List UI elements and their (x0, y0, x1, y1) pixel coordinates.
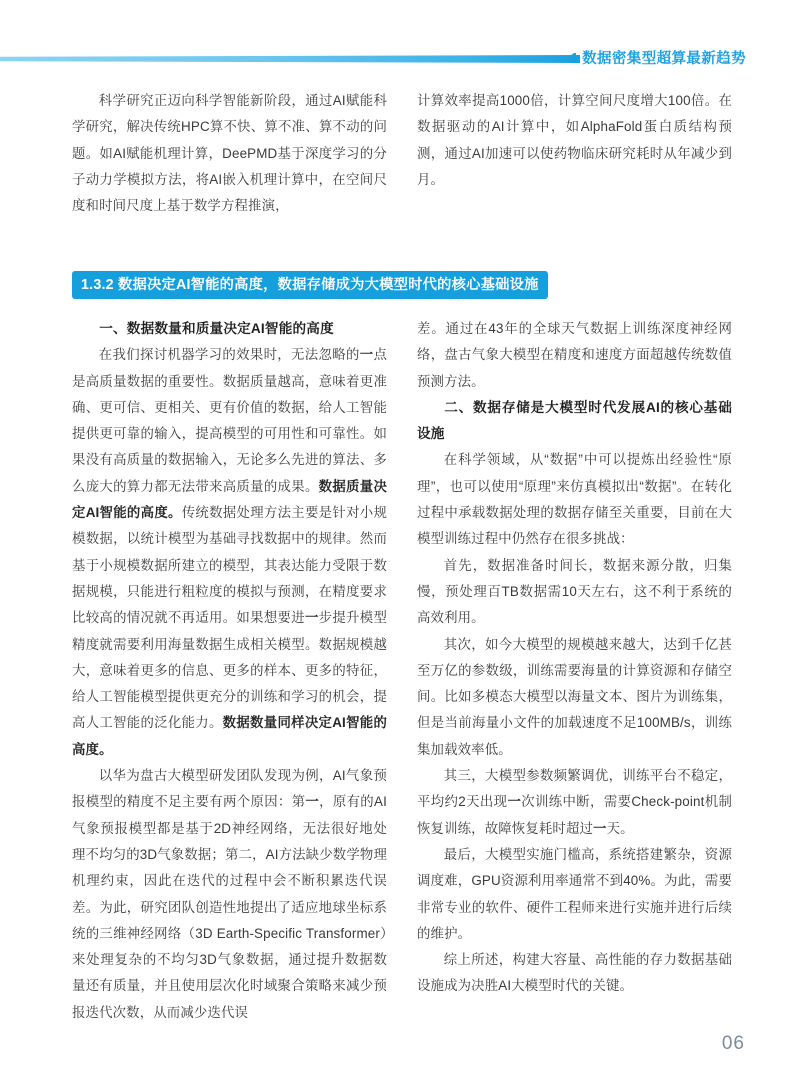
text-seg-p2b-bold: 一 (305, 794, 320, 810)
text-seg-b-bold: 一 (359, 347, 374, 363)
text-seg-t3b-bold: 一 (507, 794, 522, 810)
paragraph-challenge-second: 其次，如今大模型的规模越来越大，达到千亿甚至万亿的参数级，训练需要海量的计算资源和存储空间。比如多模态大模型以海量文本、图片为训练集，但是当前海量小文件的加载速度不足100MB/s，训练集加载效率低。 (417, 636, 732, 757)
paragraph-data-principle: 在科学领域，从“数据”中可以提炼出经验性“原理”，也可以使用“原理”来仿真模拟出“数据”。在转化过程中承载数据处理的数据存储至关重要，目前在大模型训练过程中仍然存在很多挑战： (417, 452, 732, 547)
chapter-header-title (571, 44, 746, 74)
text-seg-c: 点是高质量数据的重要性。数据质量越高，意味着更准确、更可信、更相关、更有价值的数据，给人工智能提供更可靠的输入，提高模型的可用性和可靠性。如果没有高质量的数据输入，无论多么先进的算法、多么庞大的算力都无法带来高质量的成果。 (72, 347, 387, 494)
section-heading-bar (72, 271, 548, 299)
text-seg-h-bold: 数据数量同样决定AI智能的高度。 (72, 715, 387, 757)
column-left-main (72, 316, 387, 1026)
text-seg-p2c: ，原有的AI气象预报模型都是基于2D神经网络，无法很好地处理不均匀的3D气象数据；第二，AI方法缺少数学物理机理约束，因此在迭代的过程中会不断积累迭代误差。为此，研究团队创造性地提出了适应地球坐标系统的三维神经网络（3D Earth-Specific Transformer）来处理复杂的不均匀3D气象数据，通过提升数据数量还有质量，并且使用层次化时域聚合策略来减少预报迭代次数，从而减少迭代误 (72, 794, 387, 1020)
section-heading-label: 1.3.2 数据决定AI智能的高度，数据存储成为大模型时代的核心基础设施 (81, 277, 539, 293)
page-running-header (0, 44, 793, 78)
chapter-title-text: 数据密集型超算最新趋势 (582, 51, 746, 67)
header-rule-decoration (0, 55, 580, 63)
column-right-main (417, 316, 732, 1000)
paragraph-intro-left: 科学研究正迈向科学智能新阶段，通过AI赋能科学研究，解决传统HPC算不快、算不准、算不动的问题。如AI赋能机理计算，DeePMD基于深度学习的分子动力学模拟方法，将AI嵌入机理计算中，在空间尺度和时间尺度上基于数学方程推演， (72, 93, 387, 214)
paragraph-challenge-last: 最后，大模型实施门槛高，系统搭建繁杂，资源调度难，GPU资源利用率通常不到40%。为此，需要非常专业的软件、硬件工程师来进行实施并进行后续的维护。 (417, 846, 732, 941)
paragraph-challenge-third (417, 763, 732, 842)
column-left-top (72, 88, 387, 219)
text-seg-p2a: 以华为盘古大模型研发团队发现为例，AI气象预报模型的精度不足主要有两个原因：第 (72, 768, 387, 810)
text-seg-t3e: 天。 (606, 820, 634, 836)
subheading-two: 二、数据存储是大模型时代发展AI的核心基础设施 (417, 399, 732, 442)
paragraph-challenge-first: 首先，数据准备时间长，数据来源分散，归集慢，预处理百TB数据需10天左右，这不利于系统的高效利用。 (417, 557, 732, 626)
page-number: 06 (721, 1033, 745, 1054)
text-seg-g: 步提升模型精度就需要利用海量数据生成相关模型。数据规模越大，意味着更多的信息、更多的样本、更多的特征，给人工智能模型提供更充分的训练和学习的机会，提高人工智能的泛化能力。 (72, 610, 387, 731)
text-seg-t3c: 次训练中断，需要Check-point机制恢复训练，故障恢复耗时超过 (417, 794, 733, 836)
paragraph-continuation: 差。通过在43年的全球天气数据上训练深度神经网络，盘古气象大模型在精度和速度方面超越传统数值预测方法。 (417, 321, 732, 389)
paragraph-intro-right: 计算效率提高1000倍，计算空间尺度增大100倍。在数据驱动的AI计算中，如AlphaFold蛋白质结构预测，通过AI加速可以使药物临床研究耗时从年减少到月。 (417, 93, 732, 187)
text-seg-f-bold: 一 (304, 610, 319, 626)
text-seg-t3d-bold: 一 (593, 820, 607, 836)
text-seg-t3a: 其三，大模型参数频繁调优，训练平台不稳定，平均约2天出现 (417, 768, 732, 810)
paragraph-data-quality (72, 342, 387, 763)
column-right-top (417, 88, 732, 193)
text-seg-e: 传统数据处理方法主要是针对小规模数据，以统计模型为基础寻找数据中的规律。然而基于小规模数据所建立的模型，其表达能力受限于数据规模，只能进行粗粒度的模拟与预测，在精度要求比较高的情况就不再适用。如果想要进 (72, 505, 387, 626)
paragraph-pangu-example (72, 763, 387, 1026)
chapter-number: 1 (570, 51, 580, 67)
text-seg-a: 在我们探讨机器学习的效果时，无法忽略的 (98, 347, 360, 363)
subheading-one: 一、数据数量和质量决定AI智能的高度 (99, 321, 334, 336)
text-seg-d-bold: 数据质量决定AI智能的高度。 (72, 478, 388, 521)
paragraph-summary: 综上所述，构建大容量、高性能的存力数据基础设施成为决胜AI大模型时代的关键。 (417, 952, 732, 994)
